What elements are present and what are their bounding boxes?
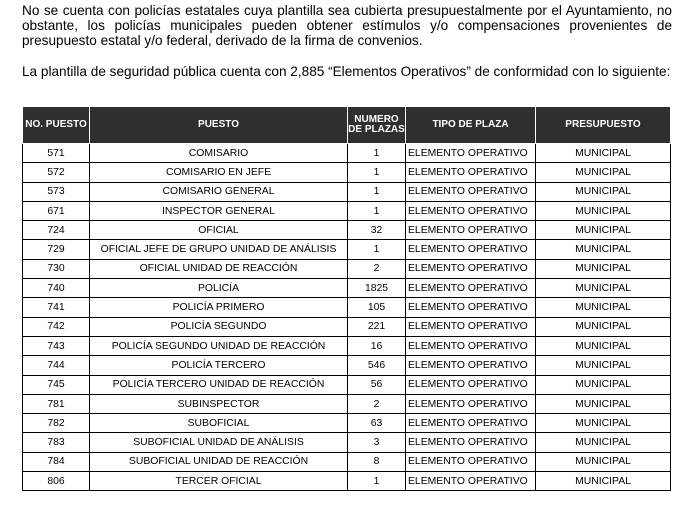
cell-numero-plazas: 3 (348, 433, 406, 452)
cell-presupuesto: MUNICIPAL (536, 259, 671, 278)
cell-numero-plazas: 2 (348, 259, 406, 278)
cell-numero-plazas: 1825 (348, 279, 406, 298)
cell-presupuesto: MUNICIPAL (536, 182, 671, 201)
intro-paragraph: No se cuenta con policías estatales cuya plantilla sea cubierta presupuestalmente por el Ayuntamiento, no obstante, los policías municipales pueden obtener estímulos y/o compensaciones provenientes de presupuesto estatal y/o federal, derivado de la firma de convenios. (22, 3, 672, 49)
cell-tipo-plaza: ELEMENTO OPERATIVO (406, 394, 536, 413)
table-row (23, 452, 671, 471)
header-puesto: PUESTO (90, 107, 348, 144)
cell-no-puesto: 781 (23, 394, 90, 413)
cell-no-puesto: 571 (23, 144, 90, 163)
cell-no-puesto: 784 (23, 452, 90, 471)
table-row (23, 472, 671, 491)
table-row (23, 201, 671, 220)
cell-puesto: OFICIAL JEFE DE GRUPO UNIDAD DE ANÁLISIS (90, 240, 348, 259)
cell-tipo-plaza: ELEMENTO OPERATIVO (406, 240, 536, 259)
table-row (23, 221, 671, 240)
header-tipo-plaza: TIPO DE PLAZA (406, 107, 536, 144)
cell-no-puesto: 729 (23, 240, 90, 259)
table-row (23, 182, 671, 201)
cell-no-puesto: 743 (23, 336, 90, 355)
cell-numero-plazas: 1 (348, 240, 406, 259)
cell-numero-plazas: 1 (348, 163, 406, 182)
cell-numero-plazas: 63 (348, 414, 406, 433)
cell-puesto: POLICÍA (90, 279, 348, 298)
cell-numero-plazas: 1 (348, 201, 406, 220)
cell-presupuesto: MUNICIPAL (536, 163, 671, 182)
cell-no-puesto: 740 (23, 279, 90, 298)
cell-no-puesto: 782 (23, 414, 90, 433)
cell-tipo-plaza: ELEMENTO OPERATIVO (406, 298, 536, 317)
cell-tipo-plaza: ELEMENTO OPERATIVO (406, 163, 536, 182)
cell-tipo-plaza: ELEMENTO OPERATIVO (406, 201, 536, 220)
cell-puesto: TERCER OFICIAL (90, 472, 348, 491)
cell-puesto: POLICÍA PRIMERO (90, 298, 348, 317)
cell-puesto: SUBOFICIAL (90, 414, 348, 433)
cell-presupuesto: MUNICIPAL (536, 221, 671, 240)
cell-numero-plazas: 1 (348, 144, 406, 163)
cell-puesto: POLICÍA SEGUNDO (90, 317, 348, 336)
cell-presupuesto: MUNICIPAL (536, 452, 671, 471)
cell-numero-plazas: 1 (348, 182, 406, 201)
plantilla-paragraph: La plantilla de seguridad pública cuenta con 2,885 “Elementos Operativos” de conformidad con lo siguiente: (22, 64, 671, 79)
table-row (23, 298, 671, 317)
cell-presupuesto: MUNICIPAL (536, 279, 671, 298)
cell-tipo-plaza: ELEMENTO OPERATIVO (406, 452, 536, 471)
cell-presupuesto: MUNICIPAL (536, 240, 671, 259)
cell-no-puesto: 783 (23, 433, 90, 452)
cell-no-puesto: 724 (23, 221, 90, 240)
cell-numero-plazas: 105 (348, 298, 406, 317)
cell-presupuesto: MUNICIPAL (536, 394, 671, 413)
cell-no-puesto: 741 (23, 298, 90, 317)
cell-numero-plazas: 32 (348, 221, 406, 240)
cell-numero-plazas: 8 (348, 452, 406, 471)
cell-no-puesto: 742 (23, 317, 90, 336)
cell-tipo-plaza: ELEMENTO OPERATIVO (406, 317, 536, 336)
cell-tipo-plaza: ELEMENTO OPERATIVO (406, 144, 536, 163)
table-row (23, 259, 671, 278)
cell-no-puesto: 730 (23, 259, 90, 278)
cell-tipo-plaza: ELEMENTO OPERATIVO (406, 356, 536, 375)
cell-numero-plazas: 546 (348, 356, 406, 375)
cell-no-puesto: 671 (23, 201, 90, 220)
table-header-row (23, 107, 671, 144)
header-no-puesto: NO. PUESTO (23, 107, 90, 144)
cell-puesto: COMISARIO (90, 144, 348, 163)
cell-puesto: POLICÍA TERCERO (90, 356, 348, 375)
cell-presupuesto: MUNICIPAL (536, 472, 671, 491)
cell-puesto: SUBOFICIAL UNIDAD DE REACCIÓN (90, 452, 348, 471)
cell-no-puesto: 744 (23, 356, 90, 375)
table-body (23, 144, 671, 491)
table-row (23, 433, 671, 452)
cell-numero-plazas: 221 (348, 317, 406, 336)
cell-tipo-plaza: ELEMENTO OPERATIVO (406, 336, 536, 355)
cell-presupuesto: MUNICIPAL (536, 336, 671, 355)
table-row (23, 163, 671, 182)
cell-presupuesto: MUNICIPAL (536, 375, 671, 394)
cell-tipo-plaza: ELEMENTO OPERATIVO (406, 279, 536, 298)
cell-puesto: POLICÍA SEGUNDO UNIDAD DE REACCIÓN (90, 336, 348, 355)
table-row (23, 414, 671, 433)
cell-puesto: OFICIAL (90, 221, 348, 240)
cell-numero-plazas: 56 (348, 375, 406, 394)
cell-presupuesto: MUNICIPAL (536, 144, 671, 163)
cell-puesto: OFICIAL UNIDAD DE REACCIÓN (90, 259, 348, 278)
cell-presupuesto: MUNICIPAL (536, 298, 671, 317)
cell-tipo-plaza: ELEMENTO OPERATIVO (406, 414, 536, 433)
header-presupuesto: PRESUPUESTO (536, 107, 671, 144)
table-row (23, 317, 671, 336)
cell-puesto: SUBINSPECTOR (90, 394, 348, 413)
table-row (23, 279, 671, 298)
cell-numero-plazas: 16 (348, 336, 406, 355)
table-row (23, 375, 671, 394)
cell-presupuesto: MUNICIPAL (536, 414, 671, 433)
plantilla-table (22, 106, 671, 491)
table-row (23, 356, 671, 375)
cell-tipo-plaza: ELEMENTO OPERATIVO (406, 433, 536, 452)
cell-numero-plazas: 1 (348, 472, 406, 491)
cell-tipo-plaza: ELEMENTO OPERATIVO (406, 375, 536, 394)
table-row (23, 336, 671, 355)
table-row (23, 144, 671, 163)
cell-puesto: COMISARIO GENERAL (90, 182, 348, 201)
table-row (23, 394, 671, 413)
cell-puesto: SUBOFICIAL UNIDAD DE ANÁLISIS (90, 433, 348, 452)
cell-tipo-plaza: ELEMENTO OPERATIVO (406, 182, 536, 201)
cell-numero-plazas: 2 (348, 394, 406, 413)
plantilla-table-container (22, 106, 672, 491)
cell-no-puesto: 573 (23, 182, 90, 201)
cell-no-puesto: 572 (23, 163, 90, 182)
cell-puesto: INSPECTOR GENERAL (90, 201, 348, 220)
cell-tipo-plaza: ELEMENTO OPERATIVO (406, 221, 536, 240)
cell-presupuesto: MUNICIPAL (536, 201, 671, 220)
cell-no-puesto: 745 (23, 375, 90, 394)
cell-tipo-plaza: ELEMENTO OPERATIVO (406, 472, 536, 491)
cell-tipo-plaza: ELEMENTO OPERATIVO (406, 259, 536, 278)
cell-presupuesto: MUNICIPAL (536, 433, 671, 452)
cell-puesto: POLICÍA TERCERO UNIDAD DE REACCIÓN (90, 375, 348, 394)
table-row (23, 240, 671, 259)
header-numero-plazas: NUMERO DE PLAZAS (348, 107, 406, 144)
cell-puesto: COMISARIO EN JEFE (90, 163, 348, 182)
cell-no-puesto: 806 (23, 472, 90, 491)
cell-presupuesto: MUNICIPAL (536, 356, 671, 375)
cell-presupuesto: MUNICIPAL (536, 317, 671, 336)
